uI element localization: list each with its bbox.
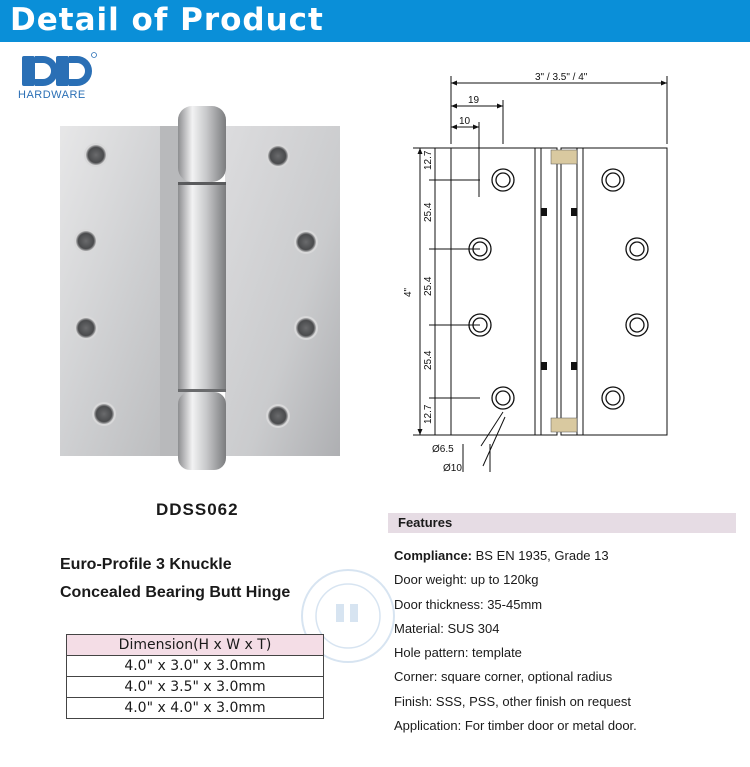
list-item: Corner: square corner, optional radius <box>394 669 613 685</box>
dim-spacing-4: 25.4 <box>423 350 434 370</box>
header-banner <box>0 0 750 42</box>
compliance-label: Compliance: <box>394 548 473 563</box>
dim-height: 4" <box>403 287 414 297</box>
list-item: Door thickness: 35-45mm <box>394 596 543 612</box>
hole-outer-diameter: Ø10 <box>443 463 462 474</box>
dim-spacing-2: 25.4 <box>423 202 434 222</box>
features-title: Features <box>398 515 453 530</box>
table-row: 4.0" x 3.5" x 3.0mm <box>67 677 324 698</box>
list-item <box>394 548 744 572</box>
brand-name: HARDWARE <box>18 89 86 101</box>
dim-10: 10 <box>459 116 471 127</box>
list-item: Hole pattern: template <box>394 645 522 661</box>
product-name-line1: Euro-Profile 3 Knuckle <box>60 556 232 573</box>
hinge-photo <box>50 98 350 483</box>
features-list <box>394 548 744 742</box>
dim-total-width: 3" / 3.5" / 4" <box>535 72 588 83</box>
list-item: Finish: SSS, PSS, other finish on request <box>394 693 632 709</box>
dim-spacing-3: 25.4 <box>423 276 434 296</box>
list-item: Material: SUS 304 <box>394 620 500 636</box>
list-item: Door weight: up to 120kg <box>394 572 539 588</box>
dimension-header: Dimension(H x W x T) <box>67 635 324 656</box>
table-row: 4.0" x 3.0" x 3.0mm <box>67 656 324 677</box>
product-name-line2: Concealed Bearing Butt Hinge <box>60 584 291 601</box>
table-row: 4.0" x 4.0" x 3.0mm <box>67 698 324 719</box>
technical-drawing <box>395 72 745 477</box>
product-model: DDSS062 <box>156 500 239 519</box>
dimension-table <box>66 634 324 719</box>
dim-spacing-5: 12.7 <box>423 404 434 424</box>
hole-inner-diameter: Ø6.5 <box>432 444 454 455</box>
dim-19: 19 <box>468 95 480 106</box>
compliance-value: BS EN 1935, Grade 13 <box>472 548 609 563</box>
list-item: Application: For timber door or metal door. <box>394 718 637 734</box>
dim-spacing-1: 12.7 <box>423 150 434 170</box>
page-title: Detail of Product <box>10 2 324 38</box>
